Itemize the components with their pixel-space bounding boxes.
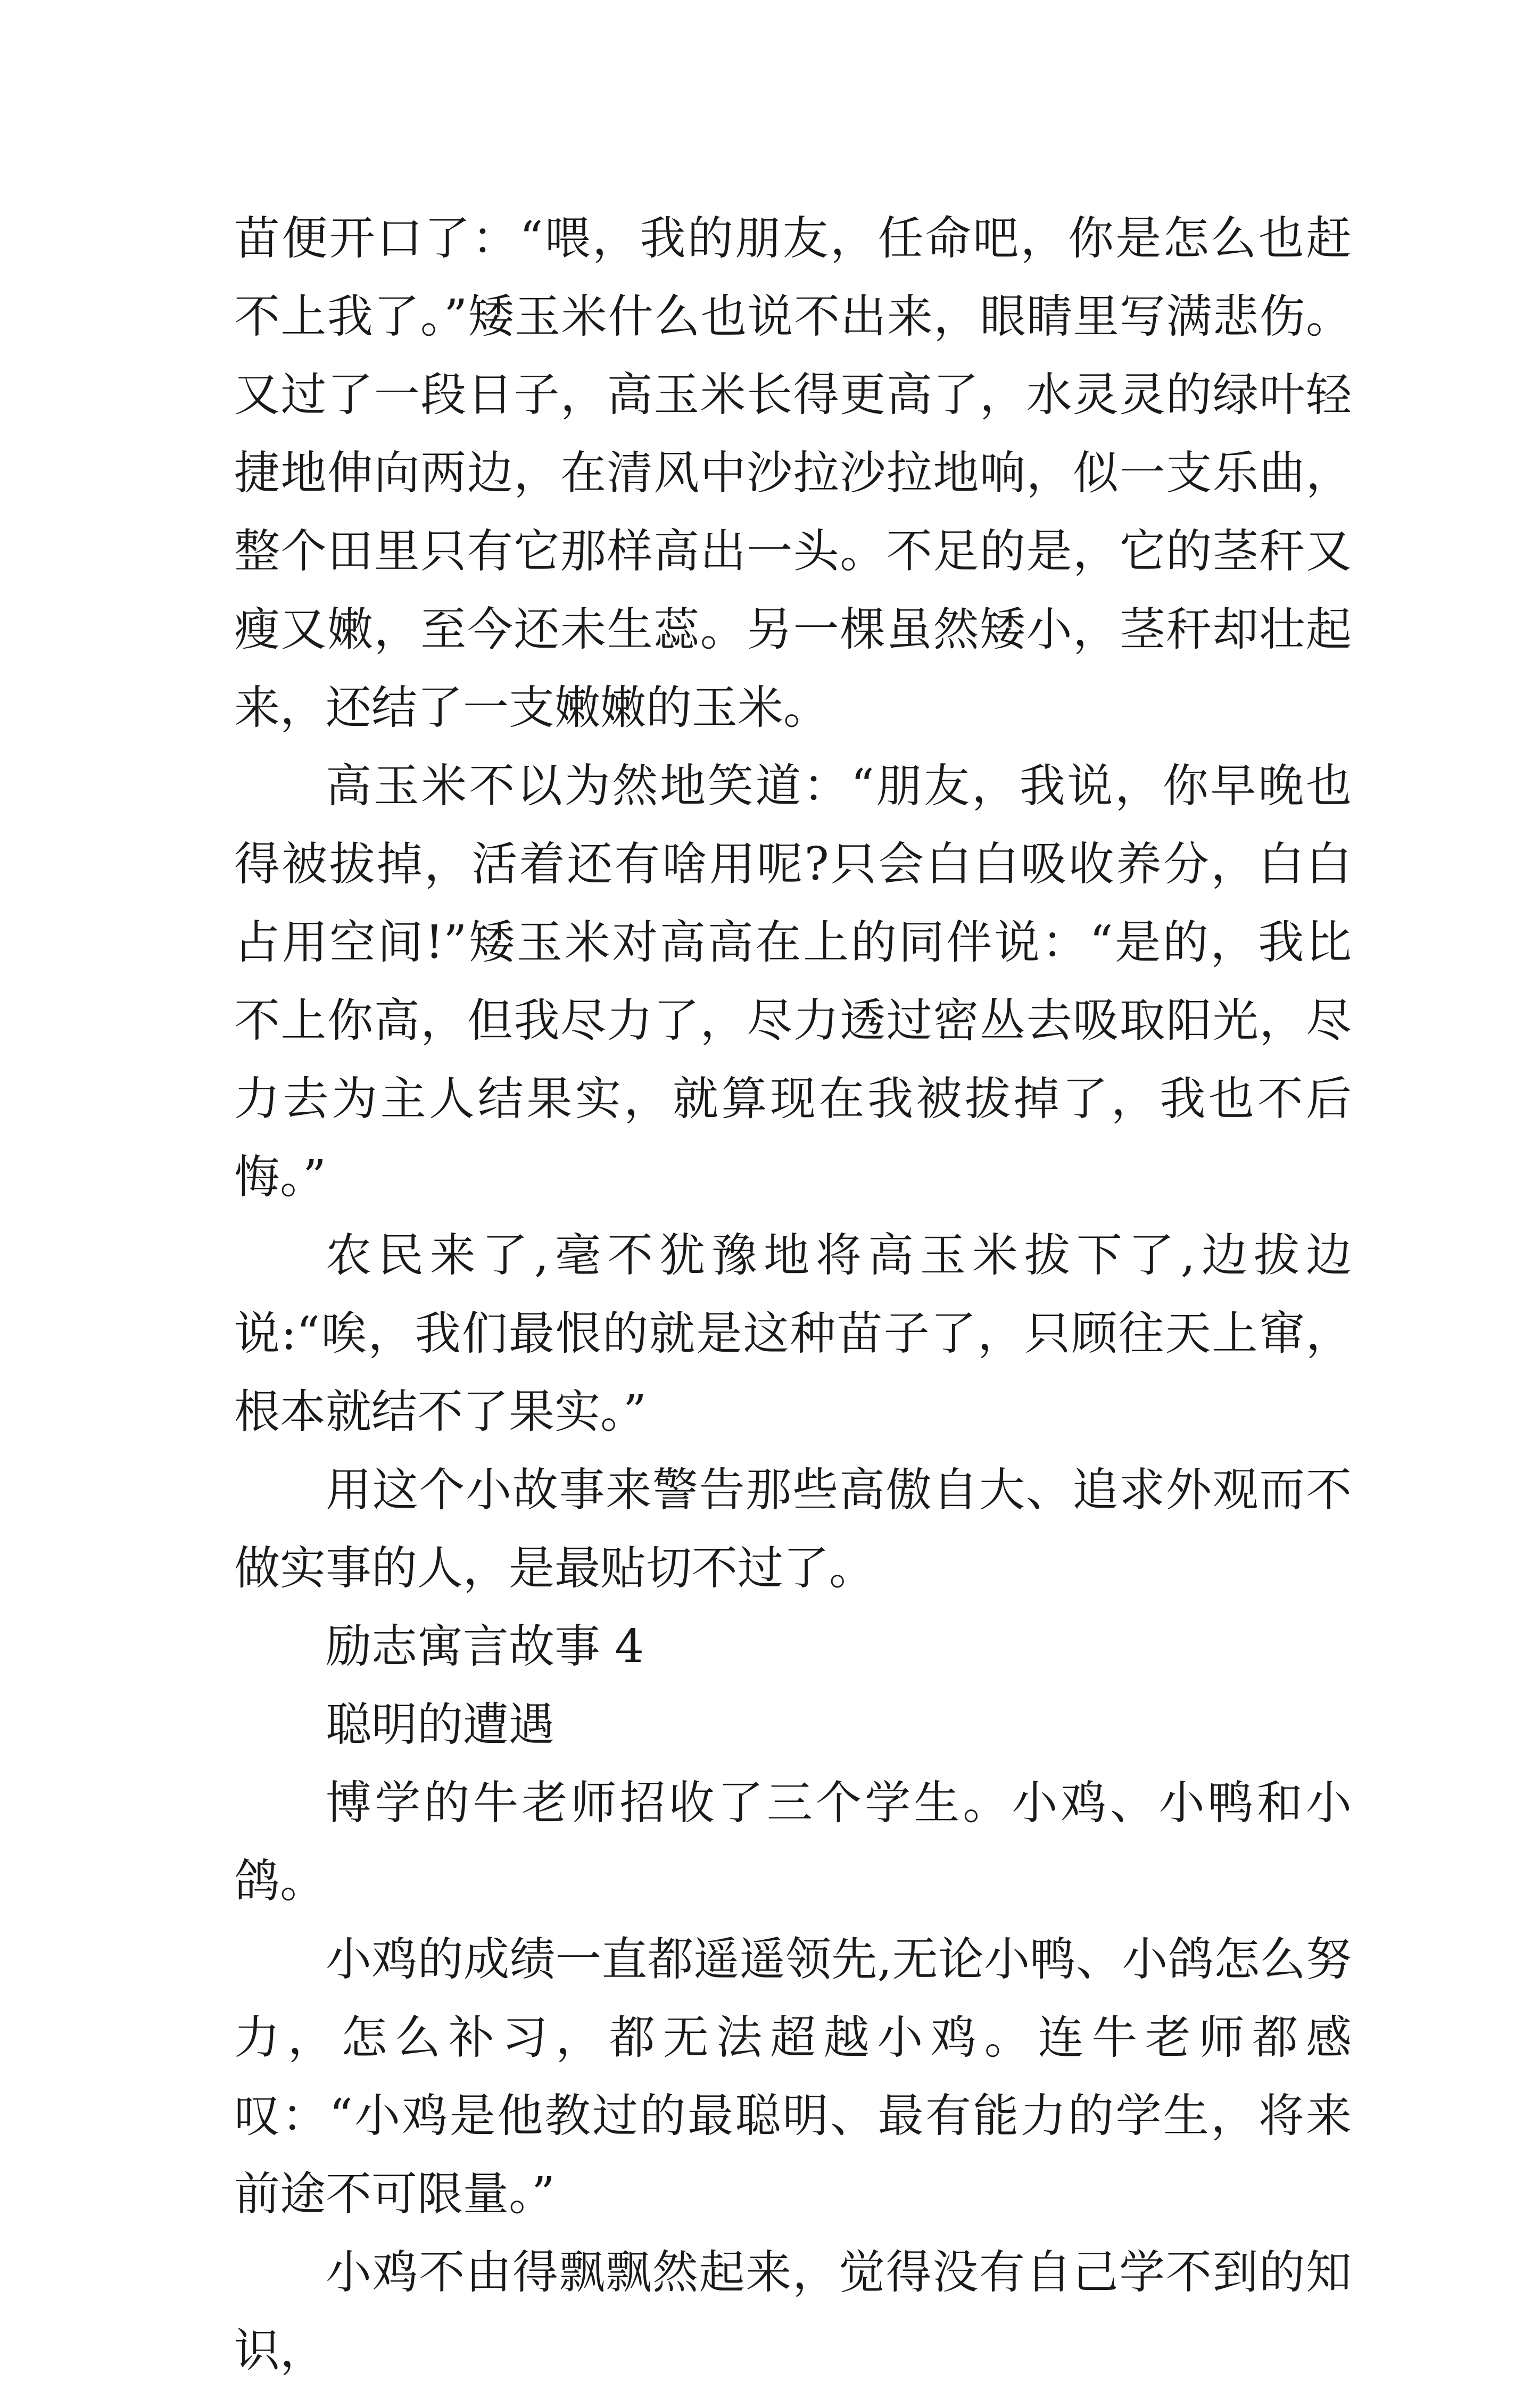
- paragraph: 用这个小故事来警告那些高傲自大、追求外观而不做实事的人，是最贴切不过了。: [234, 1463, 1352, 1595]
- paragraph: 博学的牛老师招收了三个学生。小鸡、小鸭和小鸽。: [234, 1776, 1352, 1908]
- paragraph: 农民来了,毫不犹豫地将高玉米拔下了,边拔边说:“唉，我们最恨的就是这种苗子了，只顾往天上窜，根本就结不了果实。”: [234, 1229, 1352, 1438]
- paragraph: 高玉米不以为然地笑道：“朋友，我说，你早晚也得被拔掉，活着还有啥用呢?只会白白吸收养分，白白占用空间!”矮玉米对高高在上的同伴说：“是的，我比不上你高，但我尽力了，尽力透过密丛去吸取阳光，尽力去为主人结果实，就算现在我被拔掉了，我也不后悔。”: [234, 759, 1352, 1204]
- paragraph: 小鸡的成绩一直都遥遥领先,无论小鸭、小鸽怎么努力，怎么补习，都无法超越小鸡。连牛老师都感叹：“小鸡是他教过的最聪明、最有能力的学生，将来前途不可限量。”: [234, 1933, 1352, 2221]
- section-heading: 励志寓言故事 4: [326, 1620, 644, 1673]
- paragraph: 小鸡不由得飘飘然起来，觉得没有自己学不到的知识，: [234, 2246, 1352, 2377]
- document-body: [234, 200, 1352, 2390]
- story-title: 聪明的遭遇: [326, 1698, 554, 1751]
- paragraph-continuation: 苗便开口了：“喂，我的朋友，任命吧，你是怎么也赶不上我了。”矮玉米什么也说不出来，眼睛里写满悲伤。又过了一段日子，高玉米长得更高了，水灵灵的绿叶轻捷地伸向两边，在清风中沙拉沙拉地响，似一支乐曲，整个田里只有它那样高出一头。不足的是，它的茎秆又瘦又嫩，至今还未生蕊。另一棵虽然矮小，茎秆却壮起来，还结了一支嫩嫩的玉米。: [234, 212, 1352, 734]
